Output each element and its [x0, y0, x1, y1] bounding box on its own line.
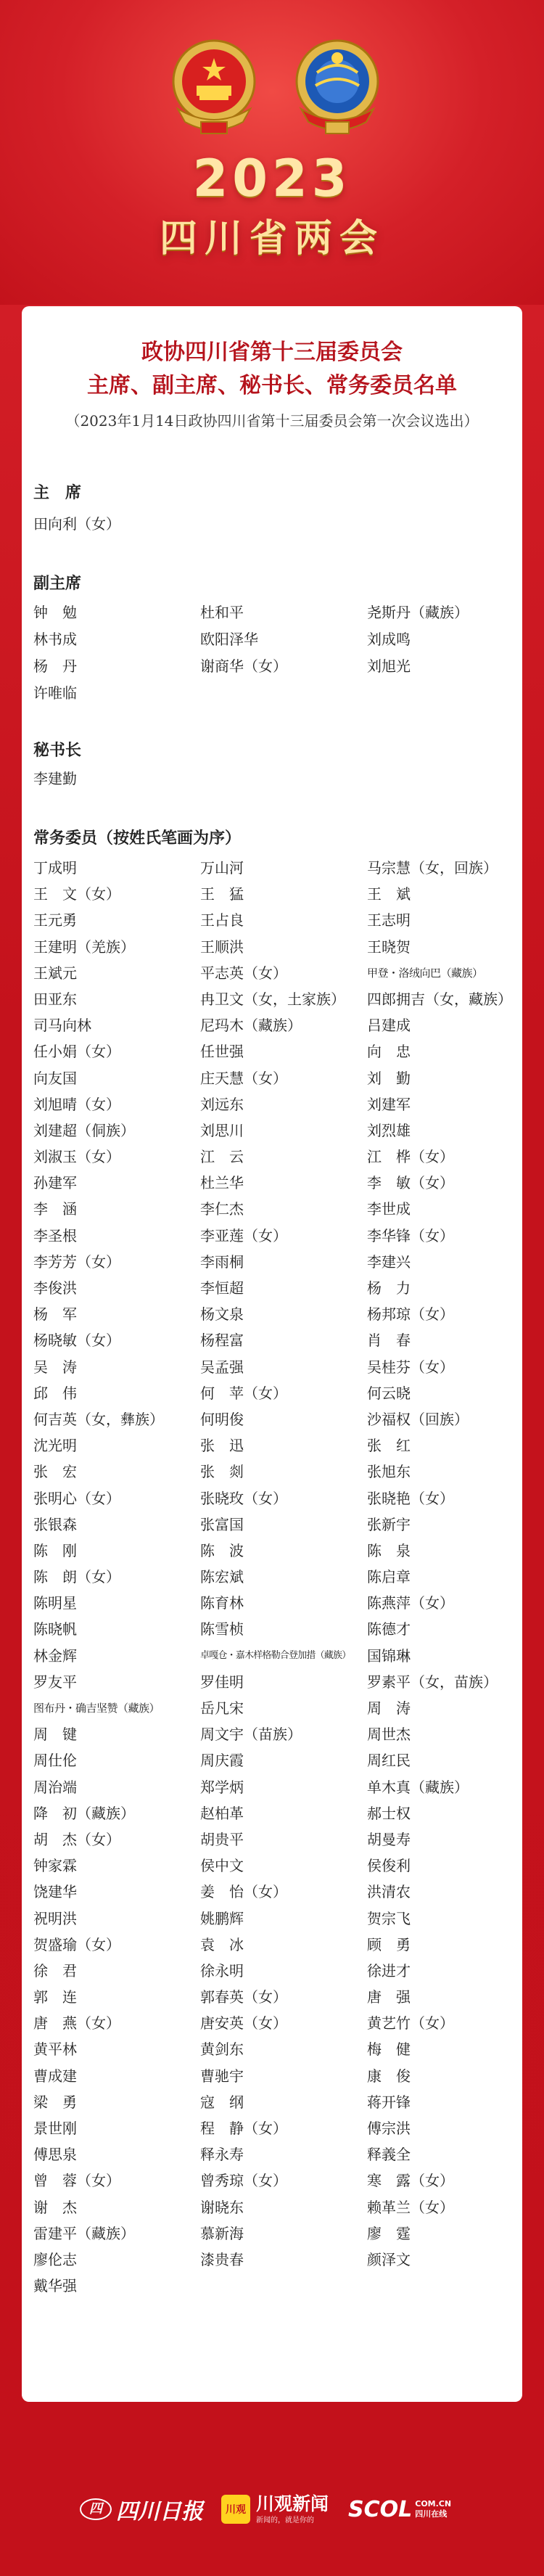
member-name: 李雨桐 [200, 1252, 244, 1271]
member-name: 王晓贺 [367, 938, 411, 956]
member-name: 王占良 [200, 911, 244, 930]
member-name: 李华锋（女） [367, 1226, 454, 1244]
member-name: 降 初（藏族） [33, 1804, 135, 1822]
member-name: 吴桂芬（女） [367, 1358, 454, 1376]
member-name: 刘淑玉（女） [33, 1148, 120, 1166]
emblems [0, 29, 544, 152]
member-name: 肖 春 [367, 1332, 411, 1350]
member-name: 司马向林 [33, 1017, 91, 1035]
member-name: 黄平林 [33, 2040, 77, 2059]
standing-members-list [33, 855, 512, 2299]
member-name: 李恒超 [200, 1279, 244, 1297]
member-name: 王 猛 [200, 885, 244, 903]
member-name: 沈光明 [33, 1437, 77, 1455]
footer-logos [0, 2482, 544, 2540]
name-list-card [22, 306, 522, 2402]
member-name: 徐进才 [367, 1961, 411, 1980]
member-name: 张晓艳（女） [367, 1489, 454, 1507]
member-name: 孙建军 [33, 1174, 77, 1192]
member-name: 何云晓 [367, 1384, 411, 1402]
header-banner [0, 0, 544, 305]
member-name: 许唯临 [33, 684, 77, 702]
member-name: 姚鹏辉 [200, 1909, 244, 1927]
member-name: 四郎拥吉（女，藏族） [367, 990, 512, 1008]
member-name: 周世杰 [367, 1726, 411, 1744]
member-name: 吕建成 [367, 1017, 411, 1035]
member-name: 漆贵春 [200, 2250, 244, 2268]
member-name: 唐安英（女） [200, 2014, 287, 2033]
member-name: 王斌元 [33, 964, 77, 982]
member-name: 周红民 [367, 1752, 411, 1770]
member-name: 程 静（女） [200, 2120, 287, 2137]
scol-name: 四川在线 [415, 2509, 448, 2519]
chuanguan-slogan: 新闻的，就是你的 [256, 2516, 314, 2524]
member-name: 张银森 [33, 1515, 77, 1533]
member-name: 江 云 [200, 1148, 244, 1166]
member-name: 杜和平 [200, 604, 244, 621]
member-name: 庄天慧（女） [200, 1069, 287, 1087]
member-name: 廖伦志 [33, 2250, 77, 2268]
member-name: 任小娟（女） [33, 1043, 120, 1061]
member-name: 陈育林 [200, 1594, 244, 1612]
member-name: 向 忠 [367, 1043, 411, 1061]
member-name: 任世强 [200, 1043, 244, 1061]
member-name: 饶建华 [33, 1883, 77, 1901]
member-name: 欧阳泽华 [200, 631, 258, 648]
secretary-general-heading: 秘书长 [33, 742, 82, 760]
member-name: 曹驰宇 [200, 2067, 244, 2085]
member-name: 陈 波 [200, 1541, 244, 1559]
member-name: 侯中文 [200, 1857, 244, 1875]
member-name: 陈德才 [367, 1620, 411, 1638]
member-name: 单木真（藏族） [367, 1778, 469, 1796]
scol-label: SCOL [348, 2496, 413, 2522]
vice-chairmen-heading: 副主席 [33, 575, 82, 593]
member-name: 刘旭晴（女） [33, 1095, 120, 1113]
chairman-list [33, 511, 512, 538]
sichuan-daily-logo[interactable] [80, 2492, 203, 2527]
member-name: 陈宏斌 [200, 1568, 244, 1586]
member-name: 郝士权 [367, 1804, 411, 1822]
member-name: 张 红 [367, 1437, 411, 1455]
member-name: 陈 刚 [33, 1541, 77, 1559]
member-name: 罗佳明 [200, 1673, 244, 1691]
member-name: 陈明星 [33, 1594, 77, 1612]
member-name: 杨晓敏（女） [33, 1332, 120, 1350]
member-name: 陈启章 [367, 1568, 411, 1586]
member-name: 尧斯丹（藏族） [367, 604, 469, 621]
member-name: 释義全 [367, 2146, 411, 2164]
member-name: 梁 勇 [33, 2093, 77, 2111]
member-name: 谢 杰 [33, 2198, 77, 2216]
member-name: 寒 露（女） [367, 2172, 454, 2190]
member-name: 寇 纲 [200, 2093, 244, 2111]
member-name: 贺宗飞 [367, 1909, 411, 1927]
member-name: 刘建超（侗族） [33, 1121, 135, 1139]
member-name: 祝明洪 [33, 1909, 77, 1927]
member-name: 李建兴 [367, 1252, 411, 1271]
member-name: 岳凡宋 [200, 1699, 244, 1717]
member-name: 王顺洪 [200, 938, 244, 956]
member-name: 傅宗洪 [367, 2120, 411, 2137]
member-name: 陈晓帆 [33, 1620, 77, 1638]
member-name: 张明心（女） [33, 1489, 120, 1507]
member-name: 罗素平（女，苗族） [367, 1673, 498, 1691]
scol-logo[interactable] [348, 2492, 451, 2527]
member-name: 曾秀琼（女） [200, 2172, 287, 2190]
member-name: 李建勤 [33, 770, 77, 787]
member-name: 国锦琳 [367, 1646, 411, 1665]
member-name: 王志明 [367, 911, 411, 930]
member-name: 杨 丹 [33, 657, 77, 675]
member-name: 平志英（女） [200, 964, 287, 982]
member-name: 胡曼寿 [367, 1830, 411, 1848]
member-name: 唐 强 [367, 1988, 411, 2006]
member-name: 傅思泉 [33, 2146, 77, 2164]
member-name: 陈燕萍（女） [367, 1594, 454, 1612]
member-name: 吴 涛 [33, 1358, 77, 1376]
member-name: 图布丹・确吉坚赞（藏族） [33, 1702, 160, 1715]
member-name: 曹成建 [33, 2067, 77, 2085]
member-name: 侯俊利 [367, 1857, 411, 1875]
member-name: 刘旭光 [367, 657, 411, 675]
member-name: 刘烈雄 [367, 1121, 411, 1139]
member-name: 何明俊 [200, 1410, 244, 1428]
member-name: 李 敏（女） [367, 1174, 454, 1192]
member-name: 张富国 [200, 1515, 244, 1533]
member-name: 李 涵 [33, 1200, 77, 1218]
national-emblem-icon [156, 29, 272, 145]
document-title-line2: 主席、副主席、秘书长、常务委员名单 [87, 373, 457, 398]
member-name: 陈 朗（女） [33, 1568, 120, 1586]
member-name: 冉卫文（女，土家族） [200, 990, 345, 1008]
member-name: 周庆霞 [200, 1752, 244, 1770]
member-name: 林书成 [33, 631, 77, 648]
member-name: 杨文泉 [200, 1305, 244, 1324]
member-name: 徐 君 [33, 1961, 77, 1980]
member-name: 刘远东 [200, 1095, 244, 1113]
member-name: 卓嘎仓・嘉木样格勒合登加措（藏族） [200, 1649, 351, 1661]
member-name: 张旭东 [367, 1463, 411, 1481]
member-name: 邱 伟 [33, 1384, 77, 1402]
document-subtitle: （2023年1月14日政协四川省第十三届委员会第一次会议选出） [65, 412, 479, 430]
member-name: 黄剑东 [200, 2040, 244, 2059]
member-name: 贺盛瑜（女） [33, 1935, 120, 1953]
member-name: 李芳芳（女） [33, 1252, 120, 1271]
cppcc-emblem-icon [279, 29, 395, 145]
member-name: 张新宇 [367, 1515, 411, 1533]
member-name: 马宗慧（女，回族） [367, 859, 498, 877]
member-name: 杨程富 [200, 1332, 244, 1350]
event-title: 四川省两会 [159, 217, 384, 261]
member-name: 王 斌 [367, 885, 411, 903]
scol-domain: COM.CN [415, 2499, 452, 2509]
member-name: 丁成明 [33, 859, 77, 877]
member-name: 洪清农 [367, 1883, 411, 1901]
member-name: 沙福权（回族） [367, 1410, 469, 1428]
member-name: 曾 蓉（女） [33, 2172, 120, 2190]
member-name: 张 宏 [33, 1463, 77, 1481]
member-name: 谢商华（女） [200, 657, 287, 675]
member-name: 杨 军 [33, 1305, 77, 1324]
member-name: 陈雪桢 [200, 1620, 244, 1638]
member-name: 颜泽文 [367, 2250, 411, 2268]
member-name: 尼玛木（藏族） [200, 1017, 302, 1035]
member-name: 杨邦琼（女） [367, 1305, 454, 1324]
member-name: 郭 连 [33, 1988, 77, 2006]
member-name: 雷建平（藏族） [33, 2224, 135, 2242]
member-name: 释永寿 [200, 2146, 244, 2164]
member-name: 王元勇 [33, 911, 77, 930]
member-name: 黄艺竹（女） [367, 2014, 454, 2033]
sichuan-daily-mark-icon: 四 [80, 2498, 112, 2520]
standing-members-heading: 常务委员（按姓氏笔画为序） [33, 829, 242, 848]
member-name: 刘思川 [200, 1121, 244, 1139]
member-name: 何 苹（女） [200, 1384, 287, 1402]
member-name: 江 桦（女） [367, 1148, 454, 1166]
member-name: 张晓玫（女） [200, 1489, 287, 1507]
member-name: 戴华强 [33, 2277, 77, 2295]
member-name: 杨 力 [367, 1279, 411, 1297]
member-name: 陈 泉 [367, 1541, 411, 1559]
member-name: 胡 杰（女） [33, 1830, 120, 1848]
member-name: 王 文（女） [33, 885, 120, 903]
member-name: 周仕伦 [33, 1752, 77, 1770]
member-name: 罗友平 [33, 1673, 77, 1691]
member-name: 张 剡 [200, 1463, 244, 1481]
member-name: 李俊洪 [33, 1279, 77, 1297]
member-name: 何吉英（女，彝族） [33, 1410, 164, 1428]
secretary-general-list [33, 766, 512, 792]
member-name: 甲登・洛绒向巴（藏族） [367, 966, 483, 980]
member-name: 李世成 [367, 1200, 411, 1218]
member-name: 顾 勇 [367, 1935, 411, 1953]
member-name: 慕新海 [200, 2224, 244, 2242]
member-name: 周 涛 [367, 1699, 411, 1717]
document-title-line1: 政协四川省第十三届委员会 [141, 340, 403, 365]
chuanguan-news-logo[interactable] [221, 2492, 329, 2527]
member-name: 万山河 [200, 859, 244, 877]
chairman-heading: 主 席 [33, 484, 82, 502]
chuanguan-label: 川观新闻 [256, 2493, 329, 2514]
member-name: 蒋开锋 [367, 2093, 411, 2111]
member-name: 袁 冰 [200, 1935, 244, 1953]
member-name: 李仁杰 [200, 1200, 244, 1218]
member-name: 周 键 [33, 1726, 77, 1744]
member-name: 张 迅 [200, 1437, 244, 1455]
member-name: 周治端 [33, 1778, 77, 1796]
member-name: 田向利（女） [33, 515, 120, 533]
member-name: 景世刚 [33, 2120, 77, 2137]
member-name: 刘成鸣 [367, 631, 411, 648]
member-name: 刘 勤 [367, 1069, 411, 1087]
member-name: 钟 勉 [33, 604, 77, 621]
member-name: 周文宇（苗族） [200, 1726, 302, 1744]
member-name: 郭春英（女） [200, 1988, 287, 2006]
member-name: 杜兰华 [200, 1174, 244, 1192]
member-name: 徐永明 [200, 1961, 244, 1980]
member-name: 李亚莲（女） [200, 1226, 287, 1244]
member-name: 康 俊 [367, 2067, 411, 2085]
member-name: 王建明（羌族） [33, 938, 135, 956]
member-name: 赖革兰（女） [367, 2198, 454, 2216]
member-name: 林金辉 [33, 1646, 77, 1665]
vice-chairmen-list [33, 599, 512, 707]
member-name: 唐 燕（女） [33, 2014, 120, 2033]
chuanguan-icon: 川观 [221, 2495, 250, 2524]
member-name: 钟家霖 [33, 1857, 77, 1875]
member-name: 田亚东 [33, 990, 77, 1008]
year-title: 2023 [192, 149, 352, 208]
member-name: 向友国 [33, 1069, 77, 1087]
member-name: 廖 霆 [367, 2224, 411, 2242]
member-name: 刘建军 [367, 1095, 411, 1113]
member-name: 胡贵平 [200, 1830, 244, 1848]
member-name: 李圣根 [33, 1226, 77, 1244]
member-name: 姜 怡（女） [200, 1883, 287, 1901]
member-name: 梅 健 [367, 2040, 411, 2059]
member-name: 郑学炳 [200, 1778, 244, 1796]
member-name: 赵柏革 [200, 1804, 244, 1822]
member-name: 吴孟强 [200, 1358, 244, 1376]
member-name: 谢晓东 [200, 2198, 244, 2216]
sichuan-daily-label: 四川日报 [116, 2499, 203, 2524]
